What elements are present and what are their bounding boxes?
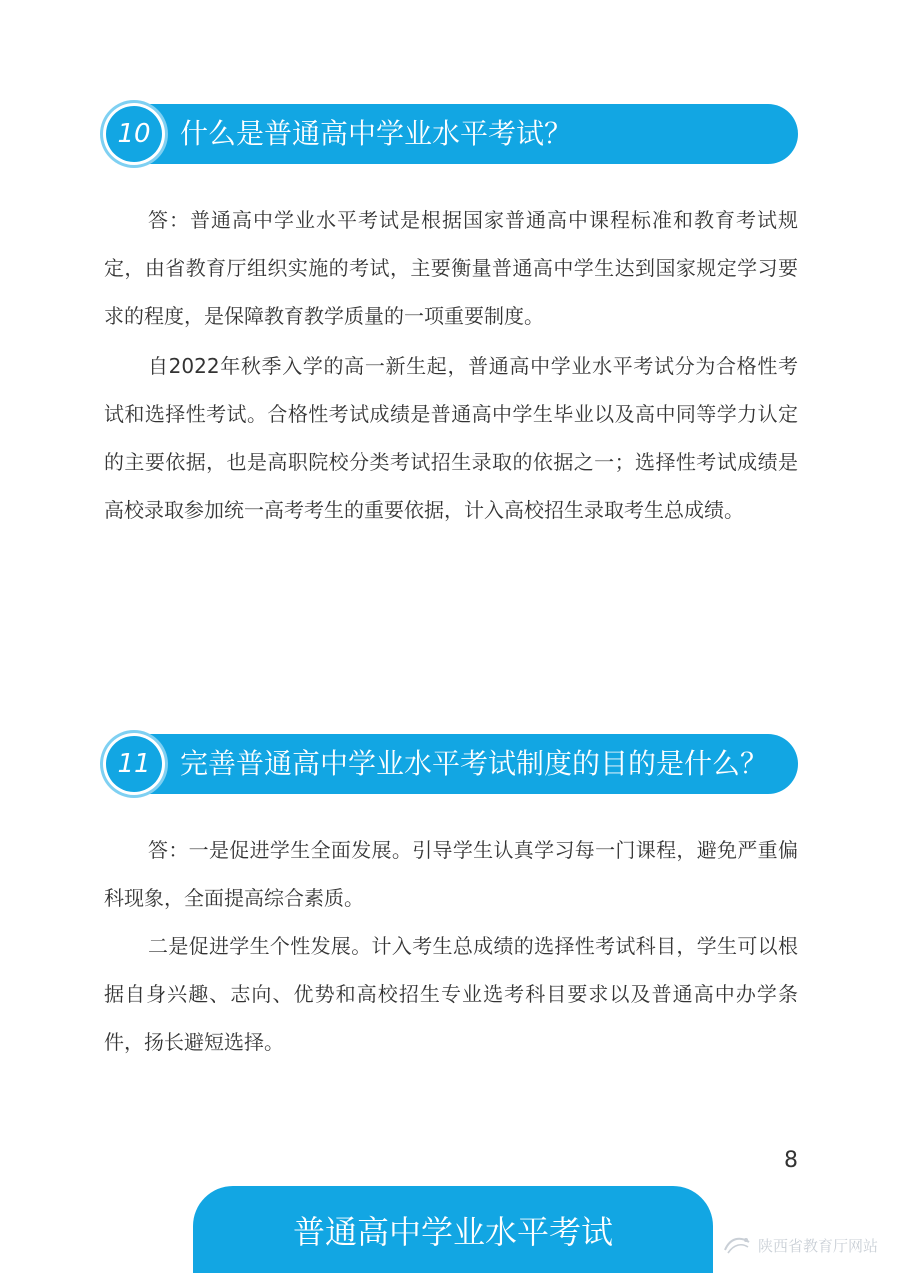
watermark-text: 陕西省教育厅网站 [758, 1236, 879, 1255]
question-banner-10 [104, 104, 798, 164]
question-number-badge [106, 106, 162, 162]
footer-title: 普通高中学业水平考试 [292, 1212, 613, 1251]
answer-paragraph: 二是促进学生个性发展。计入考生总成绩的选择性考试科目，学生可以根据自身兴趣、志向、优势和高校招生专业选考科目要求以及普通高中办学条件，扬长避短选择。 [104, 934, 798, 1054]
answer-paragraph: 答：普通高中学业水平考试是根据国家普通高中课程标准和教育考试规定，由省教育厅组织实施的考试，主要衡量普通高中学生达到国家规定学习要求的程度，是保障教育教学质量的一项重要制度。 [104, 208, 798, 328]
answer-paragraph: 自2022年秋季入学的高一新生起，普通高中学业水平考试分为合格性考试和选择性考试。合格性考试成绩是普通高中学生毕业以及高中同等学力认定的主要依据，也是高职院校分类考试招生录取的依据之一；选择性考试成绩是高校录取参加统一高考考生的重要依据，计入高校招生录取考生总成绩。 [104, 354, 798, 522]
question-number-badge [106, 736, 162, 792]
footer-banner [193, 1186, 713, 1273]
question-number: 10 [117, 119, 151, 149]
page-number: 8 [784, 1148, 798, 1173]
watermark [722, 1232, 878, 1258]
watermark-logo-icon [722, 1234, 752, 1256]
answer-paragraph: 答：一是促进学生全面发展。引导学生认真学习每一门课程，避免严重偏科现象，全面提高综合素质。 [104, 838, 798, 910]
question-banner-11 [104, 734, 798, 794]
question-title: 完善普通高中学业水平考试制度的目的是什么？ [180, 747, 769, 780]
question-number: 11 [117, 749, 151, 779]
question-title: 什么是普通高中学业水平考试？ [180, 117, 573, 150]
